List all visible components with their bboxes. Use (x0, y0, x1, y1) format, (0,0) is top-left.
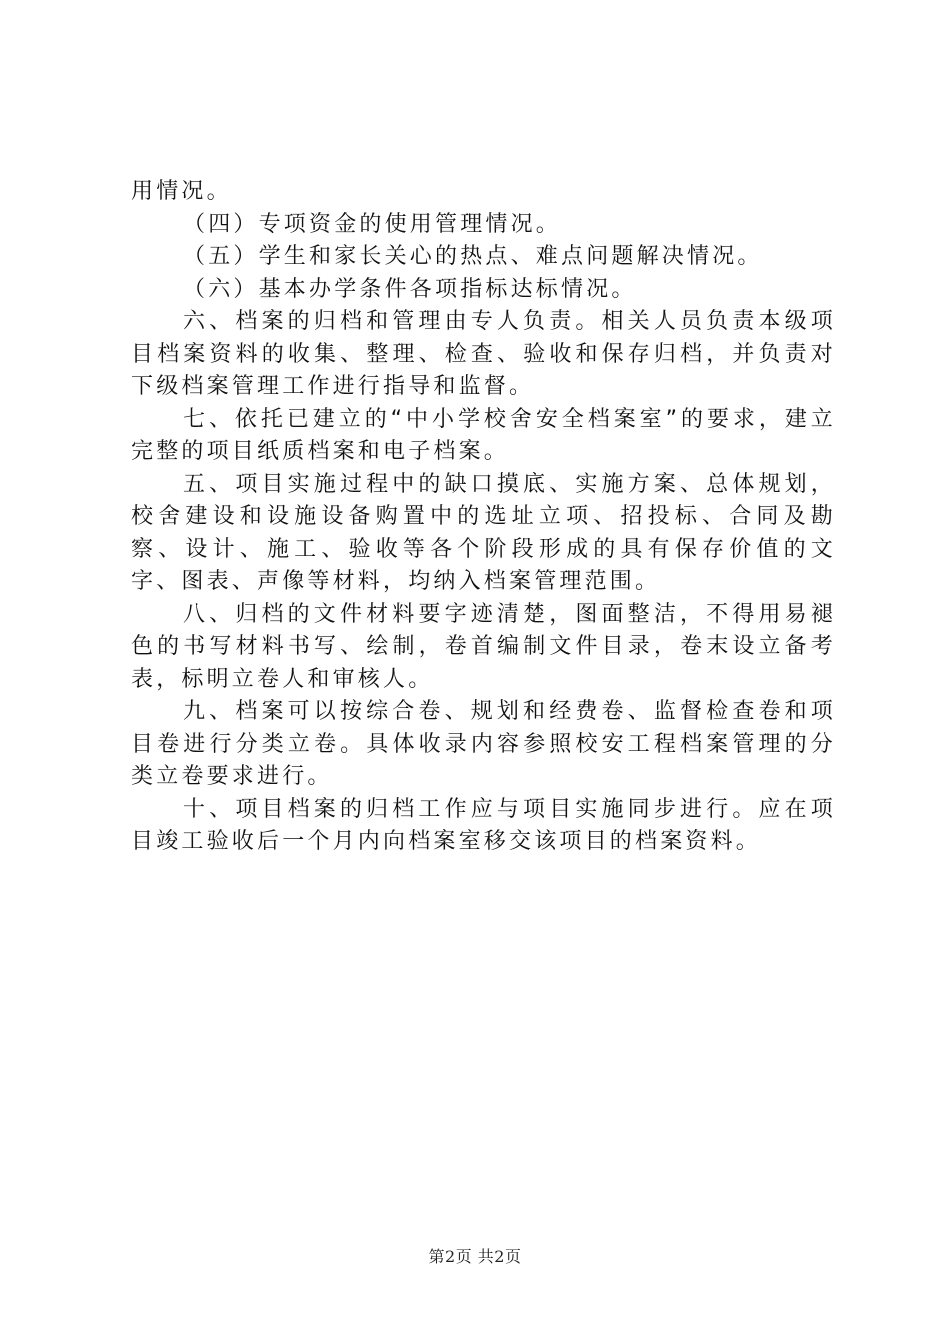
document-body (131, 176, 836, 859)
paragraph-section-9: 九、档案可以按综合卷、规划和经费卷、监督检查卷和项目卷进行分类立卷。具体收录内容参照校安工程档案管理的分类立卷要求进行。 (131, 699, 836, 789)
paragraph-section-7: 七、依托已建立的“中小学校舍安全档案室”的要求，建立完整的项目纸质档案和电子档案。 (131, 406, 836, 464)
paragraph-item-5: （五）学生和家长关心的热点、难点问题解决情况。 (183, 244, 763, 269)
paragraph-item-6: （六）基本办学条件各项指标达标情况。 (183, 276, 637, 302)
page-number-footer: 第2页 共2页 (428, 1247, 522, 1266)
paragraph-section-8: 八、归档的文件材料要字迹清楚，图面整洁，不得用易褪色的书写材料书写、绘制，卷首编制文件目录，卷末设立备考表，标明立卷人和审核人。 (131, 601, 836, 692)
paragraph-section-5: 五、项目实施过程中的缺口摸底、实施方案、总体规划，校舍建设和设施设备购置中的选址立项、招投标、合同及勘察、设计、施工、验收等各个阶段形成的具有保存价值的文字、图表、声像等材料，均纳入档案管理范围。 (131, 471, 836, 594)
paragraph-section-6: 六、档案的归档和管理由专人负责。相关人员负责本级项目档案资料的收集、整理、检查、验收和保存归档，并负责对下级档案管理工作进行指导和监督。 (131, 309, 836, 399)
paragraph-section-10: 十、项目档案的归档工作应与项目实施同步进行。应在项目竣工验收后一个月内向档案室移交该项目的档案资料。 (131, 796, 836, 854)
paragraph-continuation: 用情况。 (131, 179, 232, 204)
paragraph-item-4: （四）专项资金的使用管理情况。 (183, 211, 562, 237)
